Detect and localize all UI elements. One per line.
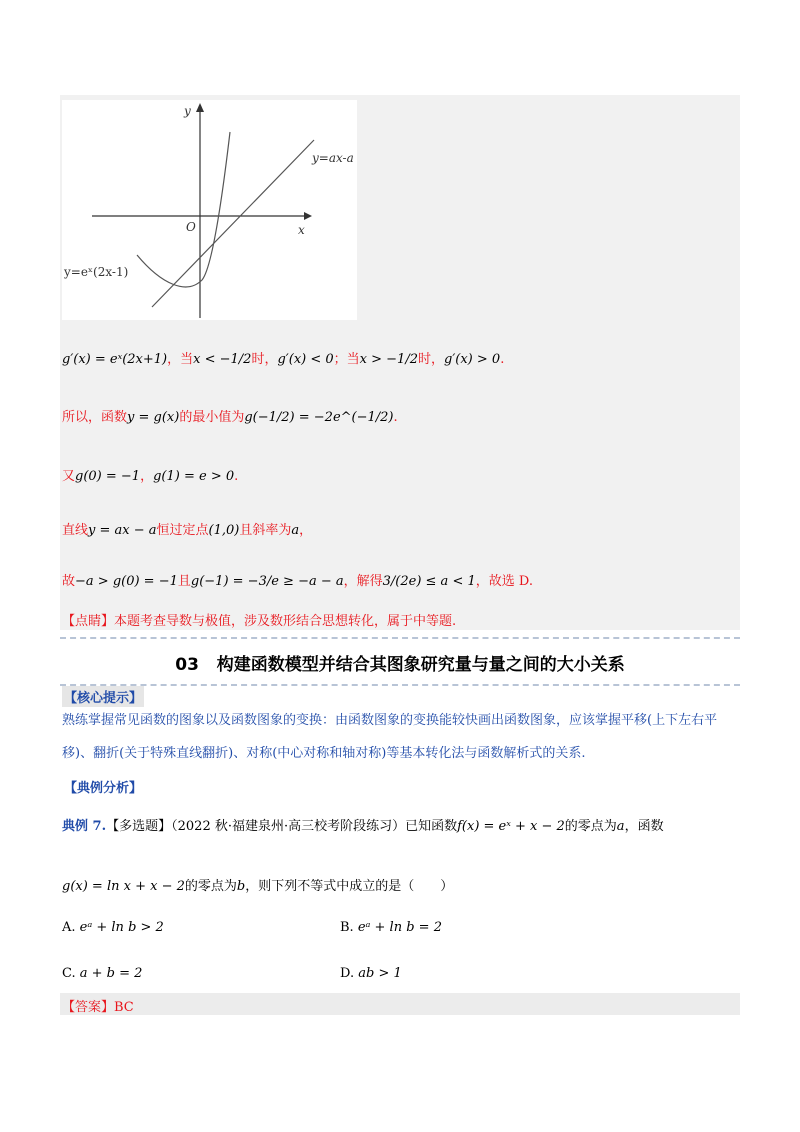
text: ， — [299, 523, 313, 538]
option-label: D. — [340, 966, 355, 981]
text: . — [393, 410, 398, 425]
math-expr: g′(x) < 0 — [277, 352, 334, 367]
text: 且 — [177, 574, 191, 589]
math-expr: x < −1/2 — [193, 352, 252, 367]
option-b[interactable] — [340, 920, 442, 935]
text: 故 — [62, 574, 76, 589]
x-axis-label: x — [298, 223, 305, 237]
core-tip-tag: 【核心提示】 — [62, 686, 144, 707]
solution-line-3 — [62, 465, 238, 484]
curve-exp — [137, 132, 230, 287]
answer-bar — [60, 993, 740, 1015]
option-c[interactable] — [62, 966, 142, 981]
y-axis-arrow — [196, 103, 204, 112]
math-a: a — [616, 819, 625, 834]
answer-text: 【答案】BC — [62, 1000, 134, 1015]
example-type: 【多选题】 — [106, 819, 172, 834]
math-expr: (1,0) — [208, 523, 240, 538]
divider-bottom — [60, 684, 740, 686]
text: 所以，函数 — [62, 410, 128, 425]
example-line-2 — [62, 875, 453, 894]
section-title: 构建函数模型并结合其图象研究量与量之间的大小关系 — [216, 655, 625, 675]
math-expr: g(1) = e > 0 — [153, 469, 235, 484]
option-expr: eᵃ + ln b > 2 — [79, 920, 164, 935]
solution-line-2 — [62, 406, 398, 425]
line-y-ax-a — [152, 140, 314, 307]
text: 的零点为 — [564, 819, 617, 834]
section-number: 03 — [175, 655, 199, 675]
math-expr: x > −1/2 — [359, 352, 418, 367]
key-point-note: 【点睛】本题考查导数与极值，涉及数形结合思想转化，属于中等题. — [62, 614, 457, 629]
math-expr: g(−1/2) = −2e^(−1/2) — [244, 410, 394, 425]
option-expr: a + b = 2 — [79, 966, 143, 981]
text: . — [234, 469, 239, 484]
text: . — [500, 352, 505, 367]
example-line-1 — [62, 815, 664, 834]
line-label: y=ax-a — [312, 151, 354, 165]
solution-line-4 — [62, 519, 312, 538]
math-expr: y = ax − a — [88, 523, 157, 538]
x-axis-arrow — [304, 212, 312, 220]
math-expr: 3/(2e) ≤ a < 1 — [382, 574, 476, 589]
option-label: C. — [62, 966, 76, 981]
math-expr: y = g(x) — [127, 410, 180, 425]
example-analysis-tag: 【典例分析】 — [64, 781, 143, 796]
text: 恒过定点 — [156, 523, 209, 538]
text: ，解得 — [343, 574, 383, 589]
text: ，当 — [167, 352, 194, 367]
f-expression: f(x) = eˣ + x − 2 — [457, 819, 565, 834]
example-label: 典例 7. — [62, 819, 107, 834]
text: ，函数 — [624, 819, 664, 834]
text: 的最小值为 — [179, 410, 245, 425]
text: ；当 — [333, 352, 360, 367]
math-b: b — [236, 879, 246, 894]
core-tip-text: 熟练掌握常见函数的图象以及函数图象的变换：由函数图象的变换能较快画出函数图象，应该掌握平移(上下左右平移)、翻折(关于特殊直线翻折)、对称(中心对称和轴对称)等基本转化法与函数解析式的关系. — [62, 713, 718, 761]
example-source: （2022 秋·福建泉州·高三校考阶段练习）已知函数 — [171, 819, 458, 834]
option-a[interactable] — [62, 920, 164, 935]
math-expr: −a > g(0) = −1 — [75, 574, 178, 589]
divider-top — [60, 637, 740, 639]
option-label: A. — [62, 920, 76, 935]
option-expr: ab > 1 — [358, 966, 402, 981]
math-expr: g(−1) = −3/e ≥ −a − a — [190, 574, 344, 589]
text: ， — [140, 469, 154, 484]
text: 直线 — [62, 523, 89, 538]
text: ，故选 D. — [475, 574, 533, 589]
solution-line-5 — [62, 570, 533, 589]
text: 且斜率为 — [239, 523, 292, 538]
math-expr: g(0) = −1 — [75, 469, 141, 484]
y-axis-label: y — [184, 104, 191, 118]
option-label: B. — [340, 920, 354, 935]
text: 又 — [62, 469, 76, 484]
origin-label: O — [186, 220, 196, 234]
math-expr: g′(x) > 0 — [444, 352, 501, 367]
option-d[interactable] — [340, 966, 402, 981]
option-expr: eᵃ + ln b = 2 — [357, 920, 442, 935]
curve-label: y=eˣ(2x-1) — [64, 265, 129, 279]
text: 时， — [417, 352, 444, 367]
graph-svg — [62, 100, 357, 320]
solution-line-1 — [62, 348, 504, 367]
text: 时， — [251, 352, 278, 367]
section-heading — [60, 650, 740, 675]
math-expr: a — [291, 523, 300, 538]
function-graph — [62, 100, 357, 320]
text: ，则下列不等式中成立的是（ ） — [245, 879, 454, 894]
text: 的零点为 — [184, 879, 237, 894]
math-expr: g′(x) = eˣ(2x+1) — [62, 352, 168, 367]
g-expression: g(x) = ln x + x − 2 — [62, 879, 185, 894]
